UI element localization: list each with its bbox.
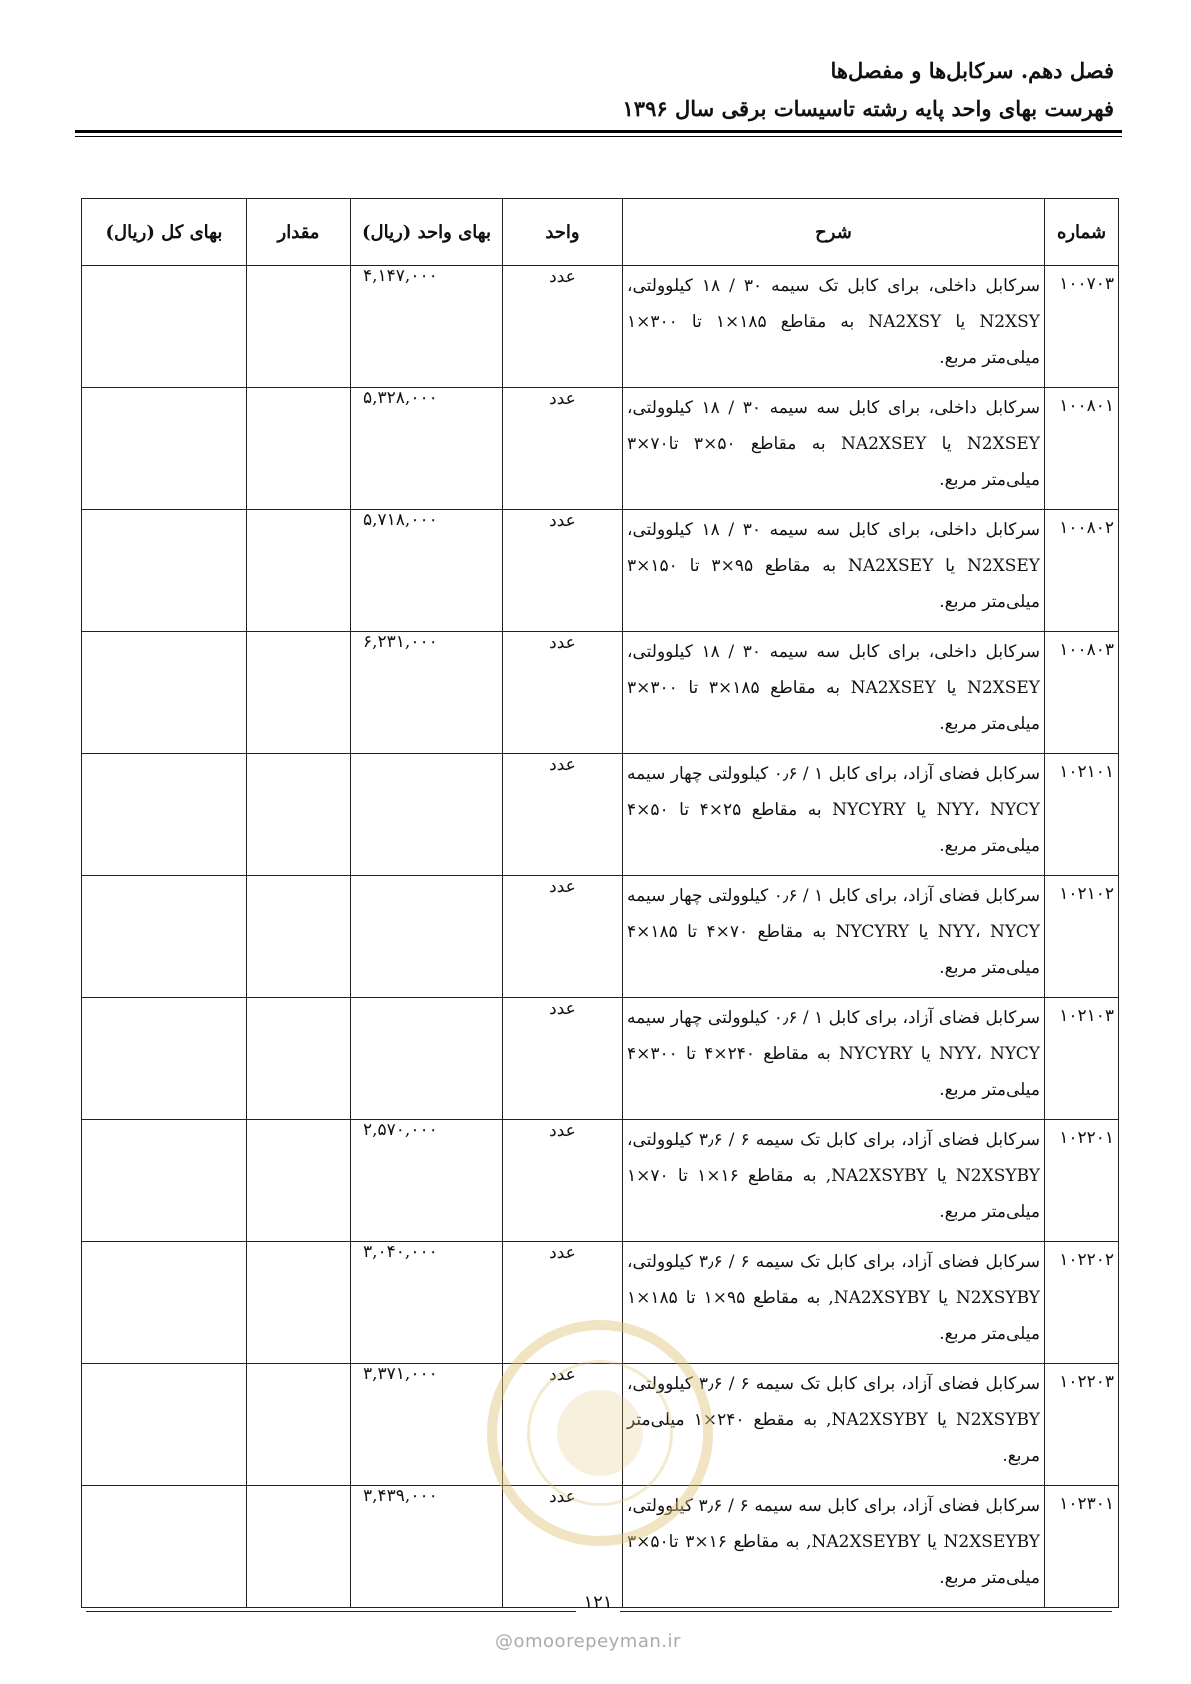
chapter-title: فصل دهم. سرکابل‌ها و مفصل‌ها	[830, 58, 1114, 83]
item-description: سرکابل فضای آزاد، برای کابل تک سیمه ۶ / ۳٫۶ کیلوولتی، N2XSYBY یا NA2XSYBY, به مقاطع ۹۵×۱ تا ۱۸۵×۱ میلی‌متر مربع.	[623, 1242, 1045, 1364]
item-quantity	[247, 510, 351, 632]
item-description: سرکابل فضای آزاد، برای کابل تک سیمه ۶ / ۳٫۶ کیلوولتی، N2XSYBY یا NA2XSYBY, به مقاطع ۱۶×۱ تا ۷۰×۱ میلی‌متر مربع.	[623, 1120, 1045, 1242]
header-unit-price: بهای واحد (ریال)	[351, 199, 503, 266]
table-row	[82, 754, 1119, 876]
item-unit: عدد	[503, 1486, 623, 1608]
item-unit-price	[351, 998, 503, 1120]
table-row	[82, 1242, 1119, 1364]
item-description: سرکابل فضای آزاد، برای کابل سه سیمه ۶ / ۳٫۶ کیلوولتی، N2XSEYBY یا NA2XSEYBY, به مقاطع ۱۶×۳ تا۵۰×۳ میلی‌متر مربع.	[623, 1486, 1045, 1608]
item-code: ۱۰۲۱۰۲	[1045, 876, 1119, 998]
item-code: ۱۰۲۳۰۱	[1045, 1486, 1119, 1608]
table-header-row	[82, 199, 1119, 266]
item-total-price	[82, 266, 247, 388]
price-table	[81, 198, 1119, 1608]
footer-rule-right	[620, 1611, 1112, 1612]
table-row	[82, 266, 1119, 388]
item-total-price	[82, 1242, 247, 1364]
item-quantity	[247, 1364, 351, 1486]
item-unit-price: ۴,۱۴۷,۰۰۰	[351, 266, 503, 388]
item-quantity	[247, 388, 351, 510]
item-unit: عدد	[503, 266, 623, 388]
item-unit: عدد	[503, 388, 623, 510]
table-row	[82, 632, 1119, 754]
header-quantity: مقدار	[247, 199, 351, 266]
item-description: سرکابل فضای آزاد، برای کابل ۱ / ۰٫۶ کیلوولتی چهار سیمه NYY، NYCY یا NYCYRY به مقاطع ۲۴۰×۴ تا ۳۰۰×۴ میلی‌متر مربع.	[623, 998, 1045, 1120]
item-unit-price: ۵,۷۱۸,۰۰۰	[351, 510, 503, 632]
site-watermark: @omoorepeyman.ir	[495, 1631, 681, 1652]
item-quantity	[247, 754, 351, 876]
item-unit: عدد	[503, 632, 623, 754]
item-total-price	[82, 754, 247, 876]
header-rule-thick	[75, 130, 1122, 133]
price-list-title: فهرست بهای واحد پایه رشته تاسیسات برقی سال ۱۳۹۶	[622, 96, 1114, 121]
item-total-price	[82, 510, 247, 632]
item-unit-price: ۳,۰۴۰,۰۰۰	[351, 1242, 503, 1364]
item-unit-price	[351, 754, 503, 876]
item-description: سرکابل داخلی، برای کابل سه سیمه ۳۰ / ۱۸ کیلوولتی، N2XSEY یا NA2XSEY به مقاطع ۱۸۵×۳ تا ۳۰۰×۳ میلی‌متر مربع.	[623, 632, 1045, 754]
item-quantity	[247, 1120, 351, 1242]
item-unit: عدد	[503, 1120, 623, 1242]
item-code: ۱۰۰۷۰۳	[1045, 266, 1119, 388]
item-total-price	[82, 876, 247, 998]
item-unit-price: ۵,۳۲۸,۰۰۰	[351, 388, 503, 510]
item-code: ۱۰۰۸۰۳	[1045, 632, 1119, 754]
item-unit-price	[351, 876, 503, 998]
item-unit: عدد	[503, 1242, 623, 1364]
item-quantity	[247, 1242, 351, 1364]
item-quantity	[247, 266, 351, 388]
table-row	[82, 1486, 1119, 1608]
item-unit-price: ۲,۵۷۰,۰۰۰	[351, 1120, 503, 1242]
header-code: شماره	[1045, 199, 1119, 266]
item-code: ۱۰۰۸۰۲	[1045, 510, 1119, 632]
header-total-price: بهای کل (ریال)	[82, 199, 247, 266]
item-total-price	[82, 998, 247, 1120]
item-code: ۱۰۲۲۰۳	[1045, 1364, 1119, 1486]
header-unit: واحد	[503, 199, 623, 266]
item-total-price	[82, 1486, 247, 1608]
item-description: سرکابل فضای آزاد، برای کابل تک سیمه ۶ / ۳٫۶ کیلوولتی، N2XSYBY یا NA2XSYBY, به مقطع ۲۴۰×۱ میلی‌متر مربع.	[623, 1364, 1045, 1486]
item-code: ۱۰۰۸۰۱	[1045, 388, 1119, 510]
table-row	[82, 510, 1119, 632]
table-row	[82, 1120, 1119, 1242]
table-row	[82, 876, 1119, 998]
item-code: ۱۰۲۱۰۱	[1045, 754, 1119, 876]
item-quantity	[247, 1486, 351, 1608]
item-description: سرکابل داخلی، برای کابل سه سیمه ۳۰ / ۱۸ کیلوولتی، N2XSEY یا NA2XSEY به مقاطع ۵۰×۳ تا۷۰×۳ میلی‌متر مربع.	[623, 388, 1045, 510]
item-code: ۱۰۲۱۰۳	[1045, 998, 1119, 1120]
item-quantity	[247, 998, 351, 1120]
item-total-price	[82, 388, 247, 510]
item-quantity	[247, 876, 351, 998]
item-unit: عدد	[503, 998, 623, 1120]
item-unit: عدد	[503, 876, 623, 998]
item-code: ۱۰۲۲۰۱	[1045, 1120, 1119, 1242]
table-row	[82, 388, 1119, 510]
item-unit: عدد	[503, 754, 623, 876]
item-unit: عدد	[503, 510, 623, 632]
header-rule-thin	[75, 136, 1122, 137]
page-number: ۱۲۱	[583, 1592, 613, 1613]
table-row	[82, 1364, 1119, 1486]
item-total-price	[82, 1120, 247, 1242]
header-description: شرح	[623, 199, 1045, 266]
item-description: سرکابل داخلی، برای کابل سه سیمه ۳۰ / ۱۸ کیلوولتی، N2XSEY یا NA2XSEY به مقاطع ۹۵×۳ تا ۱۵۰×۳ میلی‌متر مربع.	[623, 510, 1045, 632]
item-description: سرکابل داخلی، برای کابل تک سیمه ۳۰ / ۱۸ کیلوولتی، N2XSY یا NA2XSY به مقاطع ۱۸۵×۱ تا ۳۰۰×۱ میلی‌متر مربع.	[623, 266, 1045, 388]
item-description: سرکابل فضای آزاد، برای کابل ۱ / ۰٫۶ کیلوولتی چهار سیمه NYY، NYCY یا NYCYRY به مقاطع ۲۵×۴ تا ۵۰×۴ میلی‌متر مربع.	[623, 754, 1045, 876]
item-unit-price: ۳,۳۷۱,۰۰۰	[351, 1364, 503, 1486]
item-description: سرکابل فضای آزاد، برای کابل ۱ / ۰٫۶ کیلوولتی چهار سیمه NYY، NYCY یا NYCYRY به مقاطع ۷۰×۴ تا ۱۸۵×۴ میلی‌متر مربع.	[623, 876, 1045, 998]
item-total-price	[82, 1364, 247, 1486]
item-unit-price: ۳,۴۳۹,۰۰۰	[351, 1486, 503, 1608]
item-quantity	[247, 632, 351, 754]
item-unit-price: ۶,۲۳۱,۰۰۰	[351, 632, 503, 754]
footer-rule-left	[86, 1611, 576, 1612]
item-unit: عدد	[503, 1364, 623, 1486]
item-total-price	[82, 632, 247, 754]
item-code: ۱۰۲۲۰۲	[1045, 1242, 1119, 1364]
table-row	[82, 998, 1119, 1120]
